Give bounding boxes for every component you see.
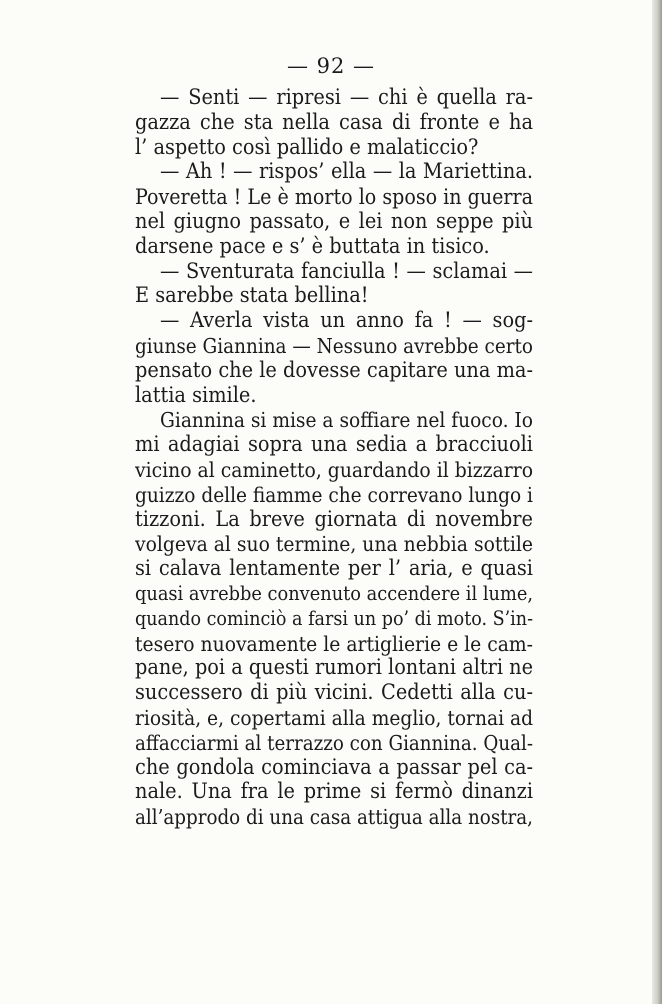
- text-line: — Sventurata fanciulla ! — sclamai —: [160, 258, 533, 284]
- text-line: riosità, e, copertami alla meglio, tornai ad: [135, 705, 533, 730]
- text-line: Giannina si mise a soffiare nel fuoco. Io: [160, 408, 533, 433]
- text-line: — Ah ! — rispos’ ella — la Mariettina.: [160, 159, 533, 185]
- text-line: giunse Giannina — Nessuno avrebbe certo: [135, 333, 533, 358]
- text-line: — Averla vista un anno fa ! — sog-: [160, 308, 533, 334]
- text-line: pensato che le dovesse capitare una ma-: [135, 357, 533, 383]
- text-line: l’ aspetto così pallido e malaticcio?: [135, 134, 479, 160]
- text-line: affacciarmi al terrazzo con Giannina. Qual-: [135, 730, 533, 755]
- text-line: si calava lentamente per l’ aria, e quasi: [135, 556, 533, 582]
- text-line: tizzoni. La breve giornata di novembre: [135, 506, 533, 532]
- text-line: tesero nuovamente le artiglierie e le cam-: [135, 631, 533, 656]
- text-line: nel giugno passato, e lei non seppe più: [135, 208, 533, 234]
- text-line: vicino al caminetto, guardando il bizzarro: [135, 457, 533, 482]
- body-text: [135, 86, 533, 830]
- text-line: Poveretta ! Le è morto lo sposo in guerra: [135, 184, 533, 210]
- text-line: gazza che sta nella casa di fronte e ha: [135, 109, 533, 135]
- text-line: — Senti — ripresi — chi è quella ra-: [160, 85, 533, 110]
- text-line: mi adagiai sopra una sedia a bracciuoli: [135, 432, 533, 458]
- text-line: E sarebbe stata bellina!: [135, 283, 369, 309]
- text-line: quasi avrebbe convenuto accendere il lume,: [135, 581, 533, 605]
- text-line: all’approdo di una casa attigua alla nostra,: [135, 805, 533, 830]
- text-line: lattia simile.: [135, 382, 257, 408]
- text-line: darsene pace e s’ è buttata in tisico.: [135, 233, 490, 259]
- text-line: guizzo delle fiamme che correvano lungo i: [135, 482, 533, 507]
- text-line: volgeva al suo termine, una nebbia sottile: [135, 532, 533, 557]
- page-number: — 92 —: [286, 54, 376, 78]
- page-edge-shadow: [652, 0, 662, 1004]
- text-line: nale. Una fra le prime si fermò dinanzi: [135, 779, 533, 805]
- text-line: quando cominciò a farsi un po’ di moto. S’in-: [135, 606, 533, 630]
- text-line: pane, poi a questi rumori lontani altri ne: [135, 655, 533, 681]
- text-line: che gondola cominciava a passar pel ca-: [135, 754, 533, 780]
- text-line: successero di più vicini. Cedetti alla cu-: [135, 680, 533, 706]
